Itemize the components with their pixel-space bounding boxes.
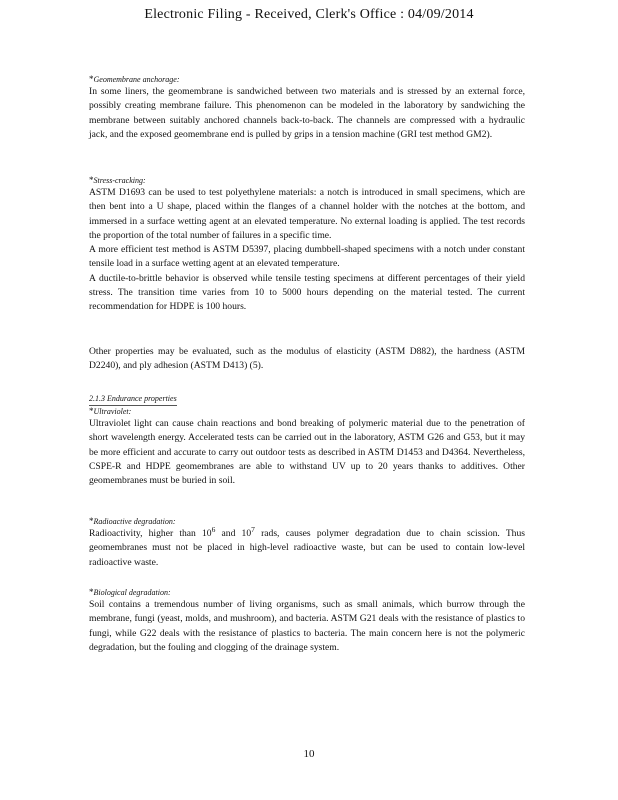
section-label: *Geomembrane anchorage: [89,74,180,84]
paragraph: Ultraviolet light can cause chain reactions and bond breaking of polymeric material due to the penetration of short wavelength energy. Accelerated tests can be carried out in the laboratory, ASTM G26 and G53, but it may be more efficient and accurate to carry out outdoor tests as described in ASTM D1453 and D4364. Nevertheless, CSPE-R and HDPE geomembranes are able to withstand UV up to 20 years thanks to additives. Other geomembranes must be buried in soil. [89,418,525,487]
label-text: Geomembrane anchorage: [93,75,180,84]
paragraph: Soil contains a tremendous number of living organisms, such as small animals, which burrow through the membrane, fungi (yeast, molds, and mushroom), and bacteria. ASTM G21 deals with the resistance of plastics to fungi, while G22 deals with the resistance of plastics to bacteria. The main concern here is not the polymeric degradation, but the fouling and clogging of the drainage system. [89,599,525,653]
section-label: *Biological degradation: [89,587,171,597]
subsection-title: 2.1.3 Endurance properties [89,393,177,406]
section-endurance [89,388,525,488]
paragraph: A more efficient test method is ASTM D5397, placing dumbbell-shaped specimens with a notch under constant tensile load in a surface wetting agent at an elevated temperature. [89,244,525,270]
text-run: and 10 [215,528,252,539]
section-biological-degradation [89,587,525,655]
paragraph: A ductile-to-brittle behavior is observed while tensile testing specimens at different percentages of their yield stress. The transition time varies from 10 to 5000 hours depending on the material tested. The current recommendation for HDPE is 100 hours. [89,272,525,313]
paragraph: In some liners, the geomembrane is sandwiched between two materials and is stressed by an external force, possibly creating membrane failure. This phenomenon can be modeled in the laboratory by sandwiching the membrane between suitably anchored channels back-to-back. The channels are compressed with a hydraulic jack, and the exposed geomembrane end is pulled by grips in a tension machine (GRI test method GM2). [89,86,525,140]
section-label: *Radioactive degradation: [89,516,176,526]
filing-header: Electronic Filing - Received, Clerk's Office : 04/09/2014 [144,7,474,22]
page-number: 10 [303,748,315,760]
exponent: 6 [211,525,216,534]
label-text: Radioactive degradation: [93,517,176,526]
text-run: Radioactivity, higher than 10 [89,528,212,539]
section-geomembrane-anchorage [89,74,525,142]
section-other-properties [89,345,525,374]
section-label: *Stress-cracking: [89,175,146,185]
text-run: rads, causes polymer degradation due to chain scission. Thus geomembranes must not be placed in high-level radioactive waste, but can be used to contain low-level radioactive waste. [89,528,526,568]
label-text: Ultraviolet: [93,407,132,416]
section-radioactive-degradation [89,516,525,570]
paragraph [89,527,525,570]
paragraph: ASTM D1693 can be used to test polyethylene materials: a notch is introduced in small specimens, which are then bent into a U shape, placed within the flanges of a channel holder with the notches at the bottom, and immersed in a surface wetting agent at an elevated temperature. No external loading is applied. The test records the proportion of the total number of failures in a specific time. [89,187,525,241]
label-text: Biological degradation: [93,588,171,597]
paragraph: Other properties may be evaluated, such as the modulus of elasticity (ASTM D882), the hardness (ASTM D2240), and ply adhesion (ASTM D413) (5). [89,346,525,372]
exponent: 7 [251,525,255,534]
section-label: *Ultraviolet: [89,406,132,416]
section-stress-cracking [89,175,525,315]
label-text: Stress-cracking: [93,176,146,185]
